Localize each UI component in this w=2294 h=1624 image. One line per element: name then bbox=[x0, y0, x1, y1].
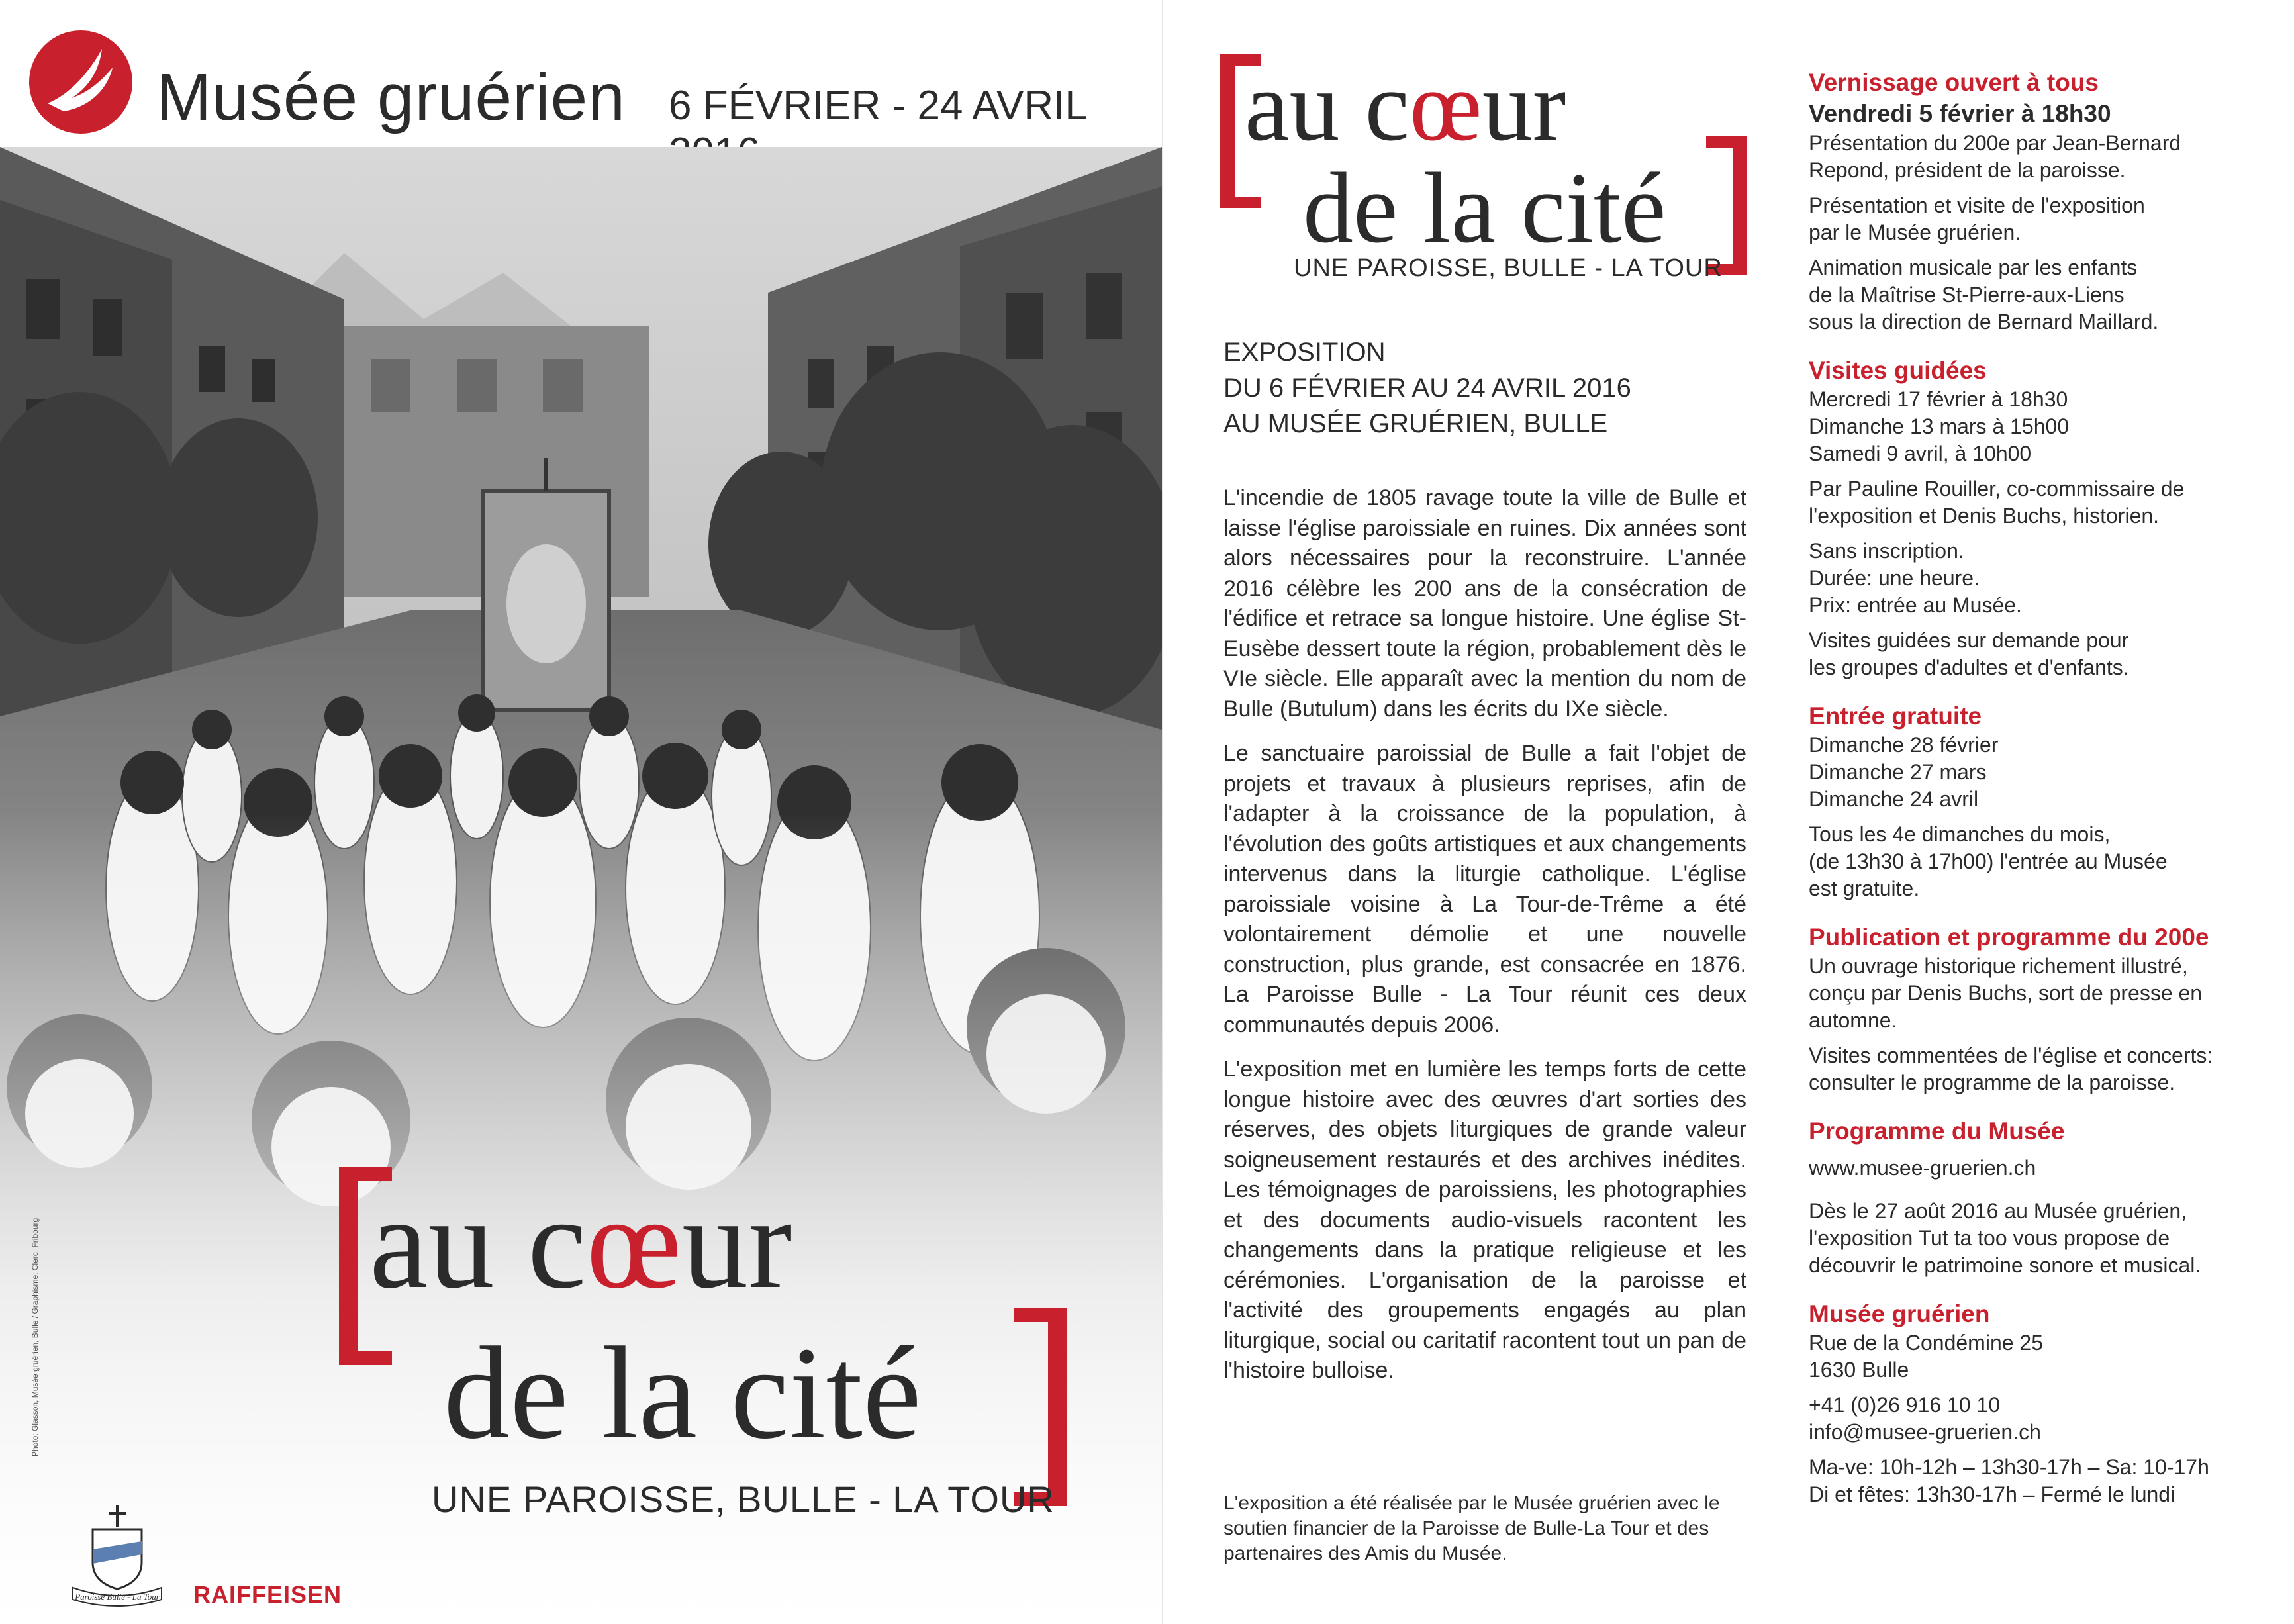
exhibition-dates: 6 FÉVRIER - 24 AVRIL bbox=[669, 83, 1086, 128]
programme-line: Dès le 27 août 2016 au Musée gruérien, bbox=[1809, 1199, 2187, 1223]
address-line: 1630 Bulle bbox=[1809, 1358, 1909, 1382]
visites-line: Durée: une heure. bbox=[1809, 566, 1980, 590]
phone-number[interactable]: +41 (0)26 916 10 10 bbox=[1809, 1393, 2001, 1417]
poster-subtitle: UNE PAROISSE, BULLE - LA TOUR bbox=[432, 1478, 1055, 1520]
entree-line: Dimanche 27 mars bbox=[1809, 760, 1987, 784]
visites-line: Sans inscription. bbox=[1809, 539, 1964, 563]
entree-heading: Entrée gratuite bbox=[1809, 702, 1982, 730]
right-title-bracket-left bbox=[1220, 54, 1235, 208]
visites-line: Par Pauline Rouiller, co-commissaire de bbox=[1809, 477, 2185, 501]
exposition-block bbox=[1223, 334, 1631, 442]
vernissage-date: Vendredi 5 février à 18h30 bbox=[1809, 100, 2111, 127]
publication-line: conçu par Denis Buchs, sort de presse en bbox=[1809, 981, 2203, 1005]
expo-line1: EXPOSITION bbox=[1223, 338, 1386, 367]
publication-line: consulter le programme de la paroisse. bbox=[1809, 1071, 2175, 1094]
programme-heading: Programme du Musée bbox=[1809, 1118, 2065, 1145]
body-text bbox=[1223, 483, 1746, 1401]
right-title-line2: de la cité bbox=[1303, 152, 1666, 263]
visites-line: les groupes d'adultes et d'enfants. bbox=[1809, 655, 2129, 679]
vernissage-line: de la Maîtrise St-Pierre-aux-Liens bbox=[1809, 283, 2125, 307]
parish-logo-text: Paroisse Bulle - La Tour bbox=[75, 1592, 160, 1601]
programme-line: découvrir le patrimoine sonore et musical. bbox=[1809, 1253, 2201, 1277]
opening-hours: Di et fêtes: 13h30-17h – Fermé le lundi bbox=[1809, 1482, 2175, 1506]
publication-line: Un ouvrage historique richement illustré, bbox=[1809, 954, 2188, 978]
expo-line3: AU MUSÉE GRUÉRIEN, BULLE bbox=[1223, 409, 1608, 438]
right-title-bracket-right bbox=[1733, 136, 1747, 275]
right-title-oe-ligature: œ bbox=[1409, 50, 1482, 162]
publication-line: automne. bbox=[1809, 1008, 1897, 1032]
visites-line: l'exposition et Denis Buchs, historien. bbox=[1809, 504, 2160, 528]
footer-credit: L'exposition a été réalisée par le Musée gruérien avec le soutien financier de la Paroisse de Bulle-La Tour et des partenaires des Amis du Musée. bbox=[1223, 1492, 1720, 1564]
visites-line: Samedi 9 avril, à 10h00 bbox=[1809, 442, 2032, 465]
publication-heading: Publication et programme du 200e bbox=[1809, 924, 2209, 951]
visites-line: Mercredi 17 février à 18h30 bbox=[1809, 387, 2068, 411]
vernissage-line: Présentation et visite de l'exposition bbox=[1809, 193, 2145, 217]
entree-line: (de 13h30 à 17h00) l'entrée au Musée bbox=[1809, 849, 2168, 873]
info-column bbox=[1809, 68, 2266, 1508]
entree-line: Dimanche 28 février bbox=[1809, 733, 1999, 757]
programme-line: l'exposition Tut ta too vous propose de bbox=[1809, 1226, 2170, 1250]
entree-line: Dimanche 24 avril bbox=[1809, 787, 1979, 811]
entree-line: Tous les 4e dimanches du mois, bbox=[1809, 822, 2111, 846]
visites-line: Dimanche 13 mars à 15h00 bbox=[1809, 414, 2070, 438]
website-link[interactable]: www.musee-gruerien.ch bbox=[1809, 1156, 2036, 1180]
museum-name: Musée gruérien bbox=[156, 60, 626, 134]
entree-line: est gratuite. bbox=[1809, 877, 1920, 900]
right-title-bracket-left-bottom bbox=[1220, 197, 1261, 208]
vernissage-line: par le Musée gruérien. bbox=[1809, 220, 2021, 244]
right-title-line1: au cœur bbox=[1245, 50, 1566, 162]
address-line: Rue de la Condémine 25 bbox=[1809, 1331, 2044, 1355]
photo-credit bbox=[30, 1430, 40, 1457]
poster-title-line1: au cœur bbox=[369, 1170, 792, 1316]
vernissage-line: Repond, président de la paroisse. bbox=[1809, 158, 2126, 182]
paragraph-2: Le sanctuaire paroissial de Bulle a fait l'objet de projets et travaux à plusieurs reprises, afin de l'adapter à la croissance de la population, à l'évolution des goûts artistiques et aux changements intervenus dans la liturgie catholique. L'église paroissiale voisine à La Tour-de-Trême a été volontairement démolie et une nouvelle construction, plus grande, est consacrée en 1876. La Paroisse Bulle - La Tour réunit ces deux communautés depuis 2006. bbox=[1223, 741, 1746, 1037]
opening-hours: Ma-ve: 10h-12h – 13h30-17h – Sa: 10-17h bbox=[1809, 1455, 2209, 1479]
title-bracket-right-top bbox=[1014, 1308, 1067, 1322]
title-bracket-left-bottom bbox=[339, 1351, 392, 1365]
parish-logo-icon bbox=[68, 1503, 167, 1609]
expo-line2: DU 6 FÉVRIER AU 24 AVRIL 2016 bbox=[1223, 373, 1631, 403]
sponsor-logo: RAIFFEISEN bbox=[193, 1581, 342, 1608]
vernissage-line: Animation musicale par les enfants bbox=[1809, 256, 2138, 279]
right-subtitle: UNE PAROISSE, BULLE - LA TOUR bbox=[1294, 254, 1723, 282]
vernissage-line: Présentation du 200e par Jean-Bernard bbox=[1809, 131, 2181, 155]
museum-logo-icon bbox=[28, 29, 134, 135]
paragraph-3: L'exposition met en lumière les temps forts de cette longue histoire avec des œuvres d'art sorties des réserves, des objets liturgiques de grande valeur soigneusement restaurés et des archives inédites. Les témoignages de paroissiens, les photographies et des documents audio-visuels racontent les changements dans la pratique religieuse et les cérémonies. L'organisation de la paroisse et l'activité des groupements engagés au plan liturgique, social ou caritatif racontent tout un pan de l'histoire bulloise. bbox=[1223, 1057, 1746, 1383]
vernissage-line: sous la direction de Bernard Maillard. bbox=[1809, 310, 2159, 334]
vernissage-heading: Vernissage ouvert à tous bbox=[1809, 69, 2099, 96]
poster-title-line2: de la cité bbox=[444, 1320, 922, 1466]
title-bracket-left bbox=[339, 1167, 358, 1365]
paragraph-1: L'incendie de 1805 ravage toute la ville de Bulle et laisse l'église paroissiale en ruines. Dix années sont alors nécessaires pour la reconstruire. L'année 2016 célèbre les 200 ans de la consécration de l'édifice et retrace sa longue histoire. Une église St- Eusèbe dessert toute la région, probablement dès le VIe siècle. Elle apparaît avec la mention du nom de Bulle (Butulum) dans les écrits du IXe siècle. bbox=[1223, 485, 1746, 722]
email-link[interactable]: info@musee-gruerien.ch bbox=[1809, 1420, 2041, 1444]
visites-heading: Visites guidées bbox=[1809, 357, 1987, 384]
title-bracket-right bbox=[1048, 1308, 1067, 1506]
right-title-bracket-right-top bbox=[1706, 136, 1747, 148]
publication-line: Visites commentées de l'église et concerts: bbox=[1809, 1043, 2213, 1067]
museum-heading: Musée gruérien bbox=[1809, 1300, 1990, 1327]
visites-line: Prix: entrée au Musée. bbox=[1809, 593, 2022, 617]
title-oe-ligature: œ bbox=[586, 1170, 682, 1316]
visites-line: Visites guidées sur demande pour bbox=[1809, 628, 2129, 652]
